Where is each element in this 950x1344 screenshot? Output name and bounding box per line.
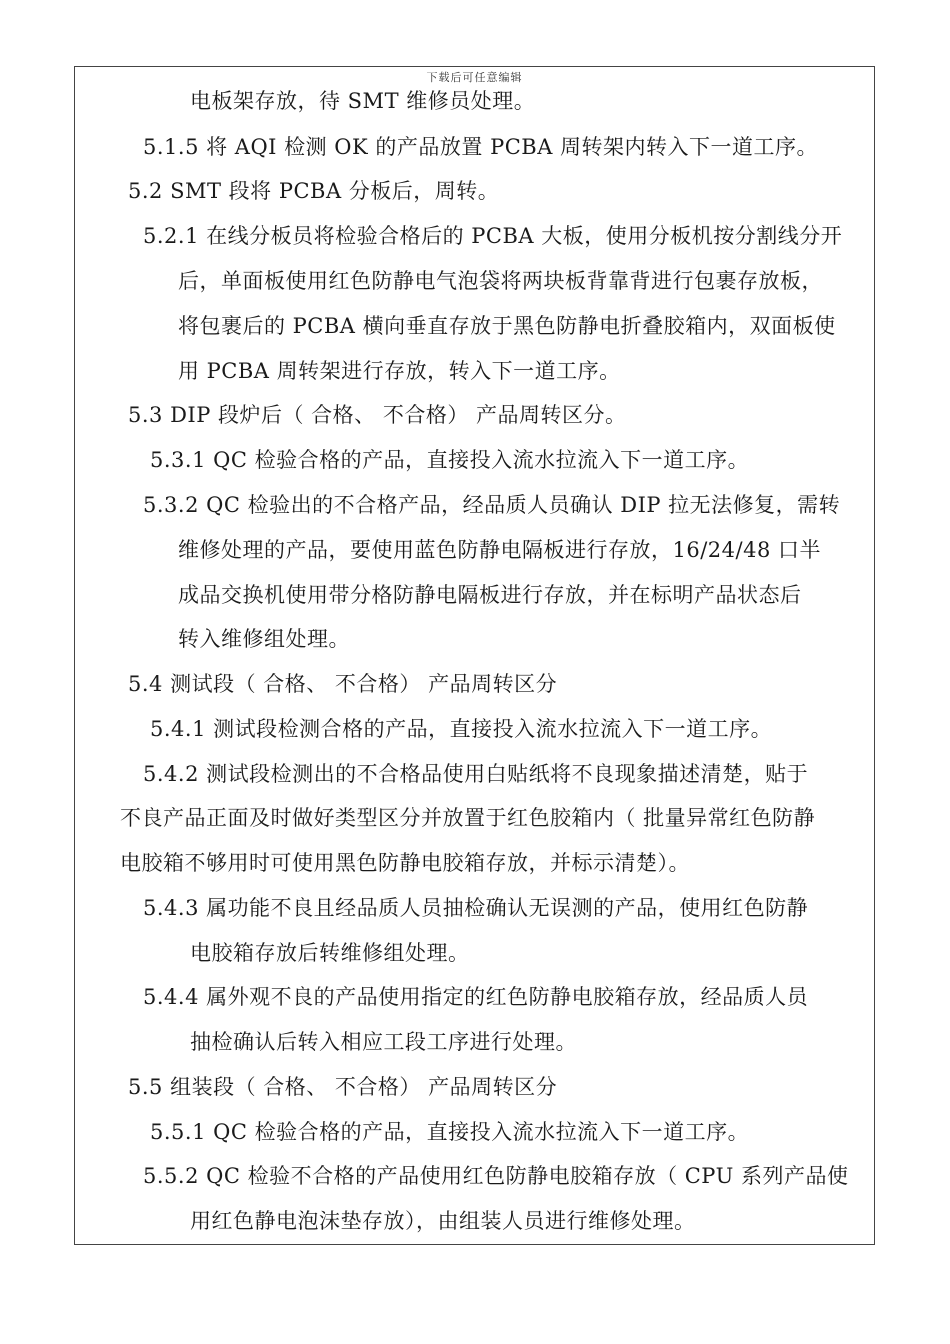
text-line: 电胶箱不够用时可使用黑色防静电胶箱存放，并标示清楚）。 xyxy=(120,851,690,875)
section-heading: 5.2 SMT 段将 PCBA 分板后，周转。 xyxy=(128,179,500,203)
text-line: 用红色静电泡沫垫存放），由组装人员进行维修处理。 xyxy=(190,1209,696,1233)
section-heading: 5.5 组装段（ 合格、 不合格） 产品周转区分 xyxy=(128,1075,558,1099)
text-line: 5.3.1 QC 检验合格的产品，直接投入流水拉流入下一道工序。 xyxy=(150,448,750,472)
text-line: 转入维修组处理。 xyxy=(178,627,350,651)
header-note: 下载后可任意编辑 xyxy=(426,71,523,84)
text-line: 用 PCBA 周转架进行存放，转入下一道工序。 xyxy=(178,359,621,383)
text-line: 5.4.3 属功能不良且经品质人员抽检确认无误测的产品，使用红色防静 xyxy=(143,896,809,920)
section-heading: 5.4 测试段（ 合格、 不合格） 产品周转区分 xyxy=(128,672,558,696)
text-line: 电板架存放，待 SMT 维修员处理。 xyxy=(190,89,536,113)
text-line: 5.4.2 测试段检测出的不合格品使用白贴纸将不良现象描述清楚，贴于 xyxy=(143,762,809,786)
text-line: 5.5.2 QC 检验不合格的产品使用红色防静电胶箱存放（ CPU 系列产品使 xyxy=(143,1164,849,1188)
text-line: 后，单面板使用红色防静电气泡袋将两块板背靠背进行包裹存放板， xyxy=(178,269,823,293)
section-heading: 5.3 DIP 段炉后（ 合格、 不合格） 产品周转区分。 xyxy=(128,403,627,427)
text-line: 5.3.2 QC 检验出的不合格产品，经品质人员确认 DIP 拉无法修复，需转 xyxy=(143,493,841,517)
text-line: 维修处理的产品，要使用蓝色防静电隔板进行存放，16/24/48 口半 xyxy=(178,538,821,562)
text-line: 5.4.1 测试段检测合格的产品，直接投入流水拉流入下一道工序。 xyxy=(150,717,773,741)
text-line: 不良产品正面及时做好类型区分并放置于红色胶箱内（ 批量异常红色防静 xyxy=(120,806,816,830)
text-line: 5.1.5 将 AQI 检测 OK 的产品放置 PCBA 周转架内转入下一道工序。 xyxy=(143,135,819,159)
text-line: 将包裹后的 PCBA 横向垂直存放于黑色防静电折叠胶箱内，双面板使 xyxy=(178,314,836,338)
text-line: 5.4.4 属外观不良的产品使用指定的红色防静电胶箱存放，经品质人员 xyxy=(143,985,809,1009)
text-line: 成品交换机使用带分格防静电隔板进行存放，并在标明产品状态后 xyxy=(178,583,802,607)
text-line: 电胶箱存放后转维修组处理。 xyxy=(190,941,470,965)
text-line: 5.2.1 在线分板员将检验合格后的 PCBA 大板，使用分板机按分割线分开 xyxy=(143,224,843,248)
text-line: 抽检确认后转入相应工段工序进行处理。 xyxy=(190,1030,577,1054)
text-line: 5.5.1 QC 检验合格的产品，直接投入流水拉流入下一道工序。 xyxy=(150,1120,750,1144)
